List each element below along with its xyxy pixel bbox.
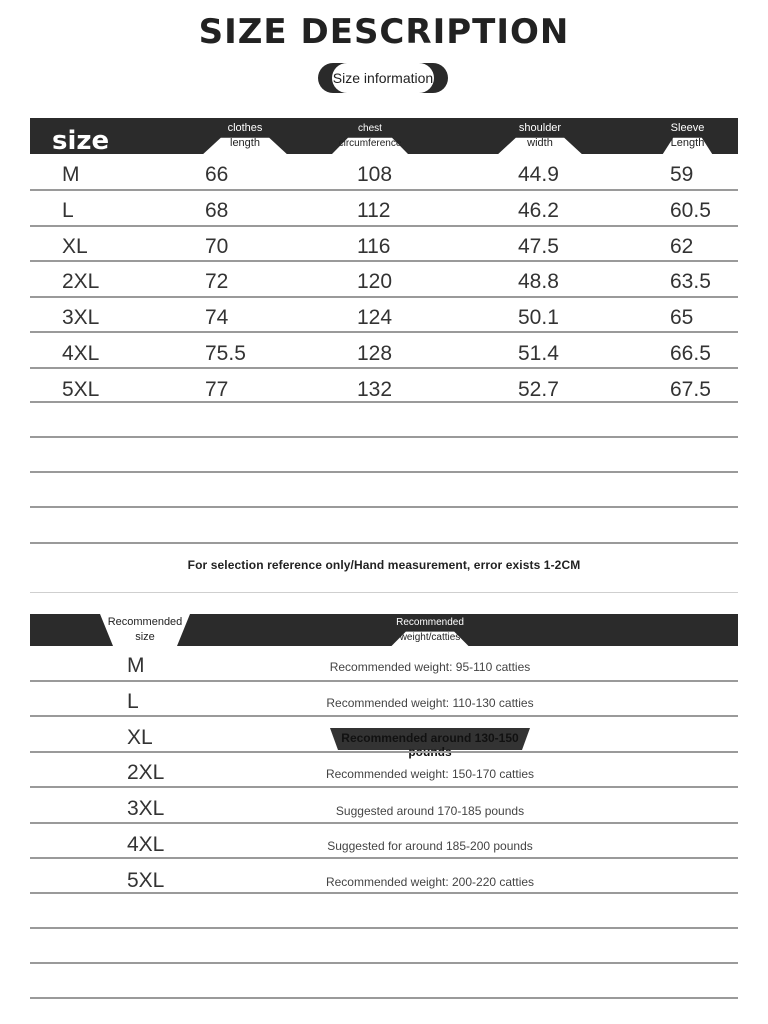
chest-cell: 108 [357,163,393,186]
length-cell: 72 [205,270,229,293]
shoulder-cell: 47.5 [518,235,559,258]
row-divider [30,367,738,369]
length-cell: 68 [205,199,229,222]
sleeve-cell: 66.5 [670,342,711,365]
length-cell: 77 [205,378,229,401]
row-divider [30,751,738,753]
row-divider [30,715,738,717]
length-cell: 75.5 [205,342,246,365]
length-cell: 66 [205,163,229,186]
row-divider [30,822,738,824]
header-sleeve [655,118,720,154]
size-cell: 3XL [62,306,100,329]
header-rec-size [95,614,195,646]
header-length [190,118,300,154]
shoulder-cell: 48.8 [518,270,559,293]
header-length-line2: length [230,137,260,149]
size-cell: 5XL [62,378,100,401]
section-divider [30,592,738,593]
header-rec-size-line2: size [135,631,155,643]
size-cell: XL [127,726,153,749]
shoulder-cell: 50.1 [518,306,559,329]
header-sleeve-line1: Sleeve [670,122,705,134]
header-chest-line2: circumference [338,138,402,149]
header-rec-weight-line1: Recommended [396,617,464,628]
header-rec-size-line1: Recommended [107,616,183,628]
sleeve-cell: 65 [670,306,694,329]
chest-cell: 120 [357,270,393,293]
row-divider [30,857,738,859]
sleeve-cell: 62 [670,235,694,258]
length-cell: 74 [205,306,229,329]
size-information-label: Size information [332,63,434,93]
header-shoulder-line2: width [527,137,553,149]
weight-cell: Recommended weight: 200-220 catties [325,875,535,889]
header-chest-line1: chest [358,123,382,134]
empty-row-divider [30,997,738,999]
sleeve-cell: 63.5 [670,270,711,293]
row-divider [30,296,738,298]
header-rec-weight-line2: weight/catties [399,632,461,643]
row-divider [30,225,738,227]
sleeve-cell: 59 [670,163,694,186]
measurement-note: For selection reference only/Hand measurement, error exists 1-2CM [187,558,581,572]
row-divider [30,189,738,191]
size-cell: M [127,654,145,677]
empty-row-divider [30,471,738,473]
page-title: SIZE DESCRIPTION [198,12,570,52]
chest-cell: 112 [357,199,391,222]
weight-cell: Suggested around 170-185 pounds [335,804,525,818]
weight-cell: Recommended weight: 95-110 catties [329,660,531,674]
shoulder-cell: 51.4 [518,342,559,365]
header-shoulder-line1: shoulder [518,122,562,134]
size-cell: 3XL [127,797,165,820]
weight-cell: Recommended around 130-150 [341,731,519,745]
size-cell: 4XL [127,833,165,856]
chest-cell: 116 [357,235,391,258]
empty-row-divider [30,962,738,964]
row-divider [30,401,738,403]
weight-cell: Suggested for around 185-200 pounds [327,839,533,853]
size-information-badge [318,63,448,93]
size-cell: 5XL [127,869,165,892]
empty-row-divider [30,927,738,929]
row-divider [30,260,738,262]
sleeve-cell: 67.5 [670,378,711,401]
row-divider [30,786,738,788]
size-cell: L [127,690,139,713]
empty-row-divider [30,436,738,438]
size-table-header [30,118,738,154]
chest-cell: 128 [357,342,393,365]
empty-row-divider [30,506,738,508]
shoulder-cell: 46.2 [518,199,559,222]
header-shoulder [485,118,595,154]
header-size-label: size [52,126,110,156]
weight-cell: Recommended weight: 150-170 catties [325,767,535,781]
header-size [52,118,112,154]
row-divider [30,331,738,333]
size-cell: 2XL [127,761,165,784]
header-rec-weight [375,614,485,646]
shoulder-cell: 44.9 [518,163,559,186]
shoulder-cell: 52.7 [518,378,559,401]
size-cell: 4XL [62,342,100,365]
size-cell: L [62,199,74,222]
weight-cell: Recommended weight: 110-130 catties [326,696,534,710]
header-sleeve-line2: Length [670,137,705,149]
size-cell: M [62,163,80,186]
sleeve-cell: 60.5 [670,199,711,222]
header-chest [320,118,420,154]
row-divider [30,680,738,682]
size-cell: XL [62,235,88,258]
empty-row-divider [30,542,738,544]
length-cell: 70 [205,235,229,258]
weight-table-header [30,614,738,646]
chest-cell: 124 [357,306,393,329]
row-divider [30,892,738,894]
chest-cell: 132 [357,378,393,401]
size-cell: 2XL [62,270,100,293]
header-length-line1: clothes [227,122,263,134]
